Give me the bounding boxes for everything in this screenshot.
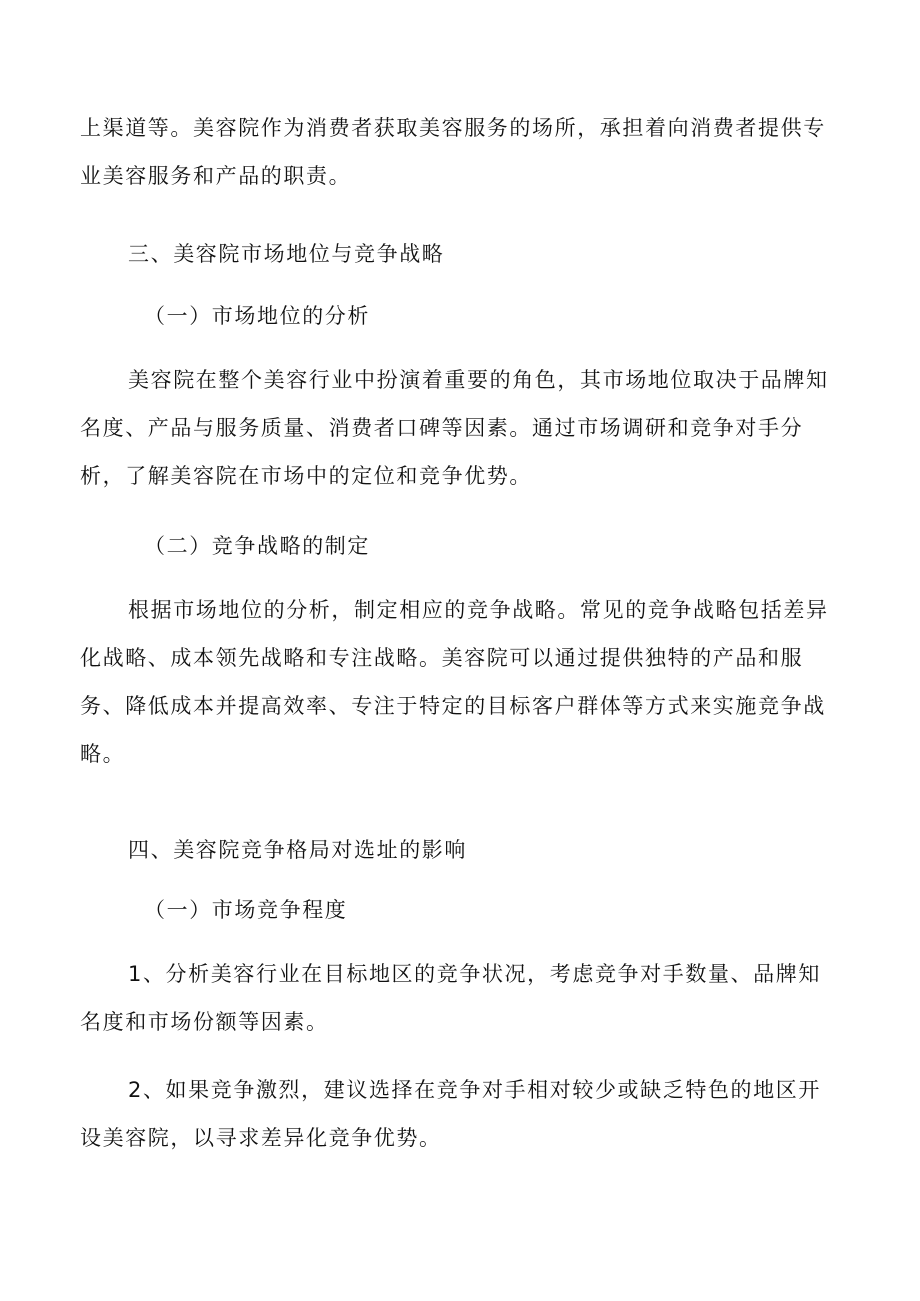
paragraph-intro-continuation: 上渠道等。美容院作为消费者获取美容服务的场所，承担着向消费者提供专业美容服务和产品的职责。 [80, 116, 826, 188]
list-item-1: 1、分析美容行业在目标地区的竞争状况，考虑竞争对手数量、品牌知名度和市场份额等因素。 [80, 962, 821, 1034]
section-heading-4: 四、美容院竞争格局对选址的影响 [128, 838, 467, 862]
section-heading-3: 三、美容院市场地位与竞争战略 [128, 242, 445, 266]
subsection-heading-4-1: （一）市场竞争程度 [144, 898, 348, 922]
list-item-2: 2、如果竞争激烈，建议选择在竞争对手相对较少或缺乏特色的地区开设美容院，以寻求差异化竞争优势。 [80, 1078, 821, 1150]
subsection-heading-3-1: （一）市场地位的分析 [144, 304, 370, 328]
paragraph-market-position: 美容院在整个美容行业中扮演着重要的角色，其市场地位取决于品牌知名度、产品与服务质量、消费者口碑等因素。通过市场调研和竞争对手分析，了解美容院在市场中的定位和竞争优势。 [80, 368, 829, 488]
subsection-heading-3-2: （二）竞争战略的制定 [144, 534, 370, 558]
paragraph-competitive-strategy: 根据市场地位的分析，制定相应的竞争战略。常见的竞争战略包括差异化战略、成本领先战略和专注战略。美容院可以通过提供独特的产品和服务、降低成本并提高效率、专注于特定的目标客户群体等方式来实施竞争战略。 [80, 598, 829, 766]
